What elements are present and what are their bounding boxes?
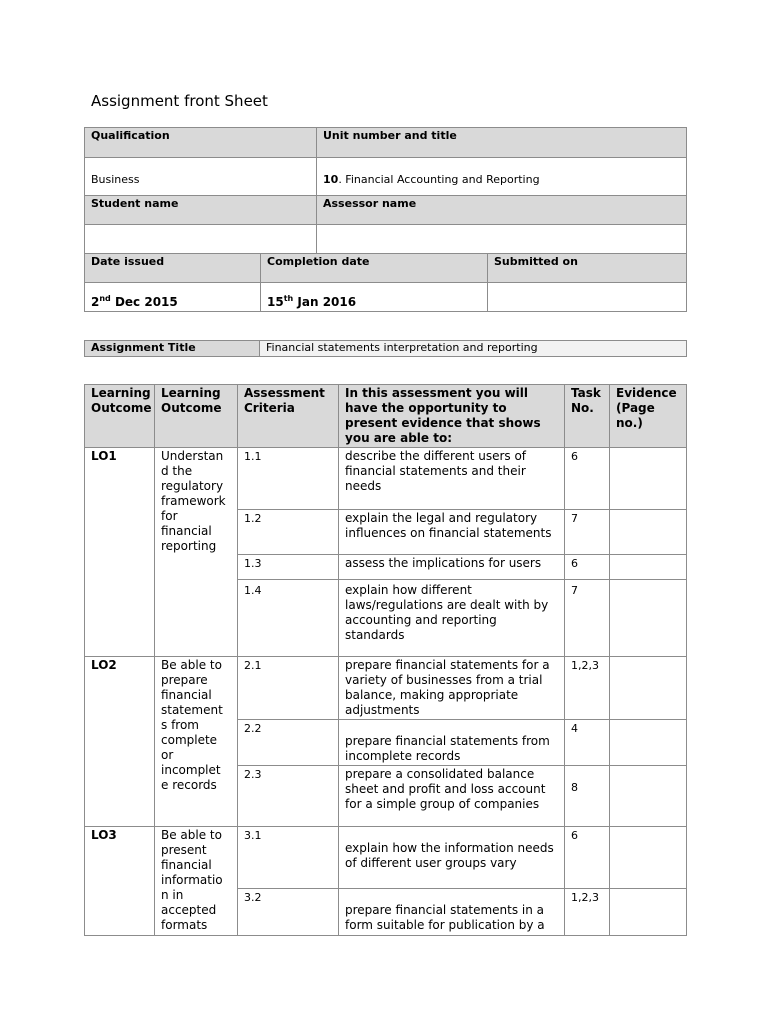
page-title: Assignment front Sheet xyxy=(91,92,268,110)
outcome-description: Be able to prepare financial statement s from complete or incomplet e records xyxy=(155,657,238,827)
criteria-number: 2.1 xyxy=(238,657,339,720)
submitted-on-value xyxy=(488,283,687,312)
criteria-number: 3.2 xyxy=(238,889,339,936)
criteria-number: 1.1 xyxy=(238,448,339,510)
outcome-description: Be able to present financial informatio n in accepted formats xyxy=(155,827,238,936)
student-label: Student name xyxy=(85,196,317,225)
outcome-description: Understan d the regulatory framework for financial reporting xyxy=(155,448,238,657)
task-number: 1,2,3 xyxy=(565,657,610,720)
task-number: 6 xyxy=(565,827,610,889)
assignment-title-label: Assignment Title xyxy=(85,341,260,357)
task-number: 6 xyxy=(565,555,610,580)
header-learning-outcome-desc: Learning Outcome xyxy=(155,385,238,448)
outcome-code: LO1 xyxy=(85,448,155,657)
task-number: 1,2,3 xyxy=(565,889,610,936)
criteria-text: prepare financial statements for a variety of businesses from a trial balance, making appropriate adjustments xyxy=(339,657,565,720)
table-row xyxy=(85,448,687,510)
criteria-number: 1.2 xyxy=(238,510,339,555)
criteria-number: 2.2 xyxy=(238,720,339,766)
criteria-text: prepare financial statements from incomplete records xyxy=(339,720,565,766)
criteria-table xyxy=(84,384,687,936)
assignment-title-table xyxy=(84,340,687,357)
header-evidence-description: In this assessment you will have the opportunity to present evidence that shows you are able to: xyxy=(339,385,565,448)
criteria-number: 1.4 xyxy=(238,580,339,657)
assessor-label: Assessor name xyxy=(317,196,687,225)
task-number: 8 xyxy=(565,766,610,827)
criteria-text: explain the legal and regulatory influences on financial statements xyxy=(339,510,565,555)
header-learning-outcome: Learning Outcome xyxy=(85,385,155,448)
evidence-cell xyxy=(610,889,687,936)
qualification-label: Qualification xyxy=(85,128,317,158)
task-number: 7 xyxy=(565,510,610,555)
criteria-text: explain how different laws/regulations are dealt with by accounting and reporting standards xyxy=(339,580,565,657)
task-number: 6 xyxy=(565,448,610,510)
unit-value xyxy=(317,158,687,196)
criteria-text: assess the implications for users xyxy=(339,555,565,580)
evidence-cell xyxy=(610,827,687,889)
criteria-text: explain how the information needs of different user groups vary xyxy=(339,827,565,889)
evidence-cell xyxy=(610,720,687,766)
unit-title: . Financial Accounting and Reporting xyxy=(338,173,540,186)
unit-number: 10 xyxy=(323,173,339,186)
criteria-number: 1.3 xyxy=(238,555,339,580)
criteria-text: prepare financial statements in a form suitable for publication by a xyxy=(339,889,565,936)
assignment-title-value: Financial statements interpretation and reporting xyxy=(260,341,687,357)
info-table xyxy=(84,127,687,254)
completion-date-value: 15th Jan 2016 xyxy=(261,283,488,312)
evidence-cell xyxy=(610,448,687,510)
evidence-cell xyxy=(610,555,687,580)
header-assessment-criteria: Assessment Criteria xyxy=(238,385,339,448)
evidence-cell xyxy=(610,766,687,827)
table-row xyxy=(85,827,687,889)
assessor-value xyxy=(317,225,687,254)
header-task-no: Task No. xyxy=(565,385,610,448)
table-row xyxy=(85,657,687,720)
criteria-number: 3.1 xyxy=(238,827,339,889)
criteria-number: 2.3 xyxy=(238,766,339,827)
criteria-text: prepare a consolidated balance sheet and profit and loss account for a simple group of companies xyxy=(339,766,565,827)
qualification-value: Business xyxy=(85,158,317,196)
evidence-cell xyxy=(610,580,687,657)
evidence-cell xyxy=(610,510,687,555)
unit-label: Unit number and title xyxy=(317,128,687,158)
task-number: 7 xyxy=(565,580,610,657)
date-issued-value: 2nd Dec 2015 xyxy=(85,283,261,312)
task-number: 4 xyxy=(565,720,610,766)
header-evidence-page: Evidence (Page no.) xyxy=(610,385,687,448)
date-issued-label: Date issued xyxy=(85,254,261,283)
outcome-code: LO2 xyxy=(85,657,155,827)
student-value xyxy=(85,225,317,254)
outcome-code: LO3 xyxy=(85,827,155,936)
submitted-on-label: Submitted on xyxy=(488,254,687,283)
evidence-cell xyxy=(610,657,687,720)
dates-table xyxy=(84,253,687,312)
criteria-text: describe the different users of financial statements and their needs xyxy=(339,448,565,510)
completion-date-label: Completion date xyxy=(261,254,488,283)
